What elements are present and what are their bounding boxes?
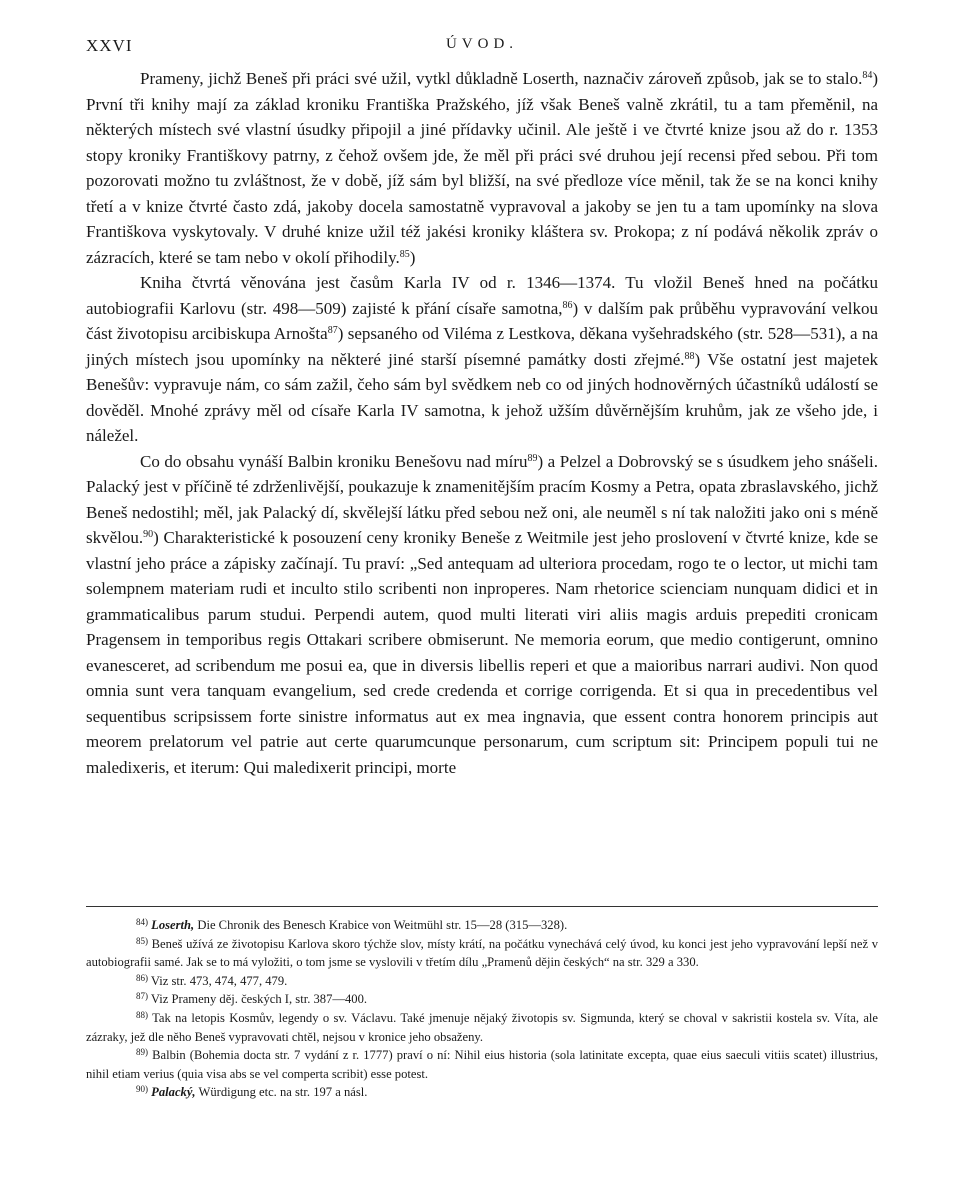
paragraph-text: ) — [409, 247, 416, 267]
page-number: XXVI — [86, 36, 133, 55]
paragraph — [86, 270, 878, 449]
footnote-text: Beneš užívá ze životopisu Karlova skoro týchže slov, místy krátí, na počátku vynechává celý úvod, ku konci jest jeho vypravování lepší než v autobiografii samé. Jak se to má vyložiti, o tom jsme se vyslovili v třetím dílu „Pramenů dějin českých“ na str. 329 a 330. — [86, 936, 878, 970]
paragraph-text: Kniha čtvrtá věnována jest časům Karla IV od r. 1346—1374. Tu vložil Beneš hned na počátku autobiografii Karlovu (str. 498—509) zajisté k přání císaře samotna, — [86, 273, 878, 318]
footnote-mark: 87 — [136, 991, 145, 1002]
footnote-ref[interactable]: 88 — [684, 350, 695, 362]
paragraph-text: ) Vše ostatní jest majetek Benešův: vypravuje nám, co sám zažil, čeho sám byl svědkem neb co od jiných hodnověrných účastníků událostí se dověděl. Mnohé zprávy měl od císaře Karla IV samotna, k jehož užším důvěrnějším kruhům, jak ze všeho jde, i náležel. — [86, 349, 878, 445]
footnote-text: Tak na letopis Kosmův, legendy o sv. Václavu. Také jmenuje nějaký životopis sv. Sigmunda, který se choval v sakristii kostela sv. Víta, ale zázraky, jež dle něho Beneš vypravovati chtěl, nejsou v kronice jeho obsaženy. — [86, 1010, 878, 1044]
paragraph — [86, 66, 878, 270]
footnote-text: Viz str. 473, 474, 477, 479. — [148, 973, 288, 988]
footnote: $^{88)}$ Tak na letopis Kosmův, legendy o sv. Václavu. Také jmenuje nějaký životopis sv. Sigmunda, který se choval v sakristii kostela sv. Víta, ale zázraky, jež dle něho Beneš vypravovati chtěl, nejsou v kronice jeho obsaženy. — [86, 1009, 878, 1044]
footnote-text: Viz Prameny děj. českých I, str. 387—400. — [148, 992, 368, 1007]
paragraph — [86, 449, 878, 781]
footnote-text: Die Chronik des Benesch Krabice von Weitmühl str. 15—28 (315—328). — [194, 918, 568, 932]
footnote-author: Palacký, — [151, 1085, 196, 1100]
footnote-ref[interactable]: 84 — [862, 70, 873, 81]
footnote-divider — [86, 906, 878, 907]
paragraph-text: ) sepsaného od Viléma z Lestkova, děkana vyšehradského (str. 528—531), a na jiných místech jsou upomínky na některé jiné starší písemné památky dosti zřejmé. — [86, 324, 878, 369]
body-text — [86, 66, 878, 780]
footnote-ref[interactable]: 90 — [143, 529, 154, 540]
footnote-ref[interactable]: 85 — [399, 248, 410, 260]
footnote-author: Loserth, — [151, 918, 195, 932]
footnote: $^{85)}$ Beneš užívá ze životopisu Karlova skoro týchže slov, místy krátí, na počátku vynechává celý úvod, ku konci jest jeho vypravování lepší než v autobiografii samé. Jak se to má vyložiti, o tom jsme se vyslovili v třetím dílu „Pramenů dějin českých“ na str. 329 a 330. — [86, 935, 878, 970]
paragraph-text: Prameny, jichž Beneš při práci své užil, vytkl důkladně Loserth, naznačiv zároveň způsob, jak se to stalo. — [140, 69, 863, 88]
footnote: $^{86)}$ Viz str. 473, 474, 477, 479. — [136, 972, 288, 988]
footnote-ref[interactable]: 87 — [327, 325, 338, 336]
footnote-mark: 84 — [136, 917, 145, 927]
footnote-text: Balbin (Bohemia docta str. 7 vydání z r. 1777) praví o ní: Nihil eius historia (sola latinitate excepta, quae eius saeculi vitiis scatet) illustrius, nihil etiam verius (quia visa abs se vel comperta scribit) esse potest. — [86, 1048, 878, 1081]
running-head: ÚVOD. — [445, 36, 519, 52]
paragraph-text: ) Charakteristické k posouzení ceny kroniky Beneše z Weitmile jest jeho proslovení v čtvrté knize, kde se vlastní jeho práce a zápisky začínají. Tu praví: „Sed antequam ad ulteriora procedam, rogo te o lector, ut michi tam solempnem materiam rudi et inculto stilo scribenti non inproperes. Nam rhetorice scienciam nunquam didici et in grammaticalibus parum studui. Perpendi autem, quod multi literati viri aliis magis arduis prepediti cronicam Pragensem in temporibus regis Ottakari scribere obmiserunt. Ne memoria eorum, que medio contigerunt, omnino evanesceret, ad scribendum me posui ea, que in diversis libellis reperi et que a maioribus narrari audivi. Non quod omnia sunt vera tanquam evangelium, sed crede credenda et corrige corrigenda. Et si qua in precedentibus vel sequentibus scripsissem forte sinistre informatus aut ex mea ingnavia, que essent contra honorem principis aut meorem prelatorum vel patrie aut certe quarumcunque personarum, cum scriptum sit: Principem populi tui ne maledixeris, et iterum: Qui maledixerit principi, morte — [86, 528, 878, 777]
footnote-ref[interactable]: 86 — [562, 299, 573, 311]
footnote-ref[interactable]: 89 — [527, 452, 538, 464]
footnote: $^{89)}$ Balbin (Bohemia docta str. 7 vydání z r. 1777) praví o ní: Nihil eius historia (sola latinitate excepta, quae eius saeculi vitiis scatet) illustrius, nihil etiam verius (quia visa abs se vel comperta scribit) esse potest. — [86, 1047, 878, 1081]
paragraph-text: ) První tři knihy mají za základ kroniku Františka Pražského, jíž však Beneš valně zkrátil, tu a tam přeměnil, na některých místech své vlastní úsudky připojil a jiné přídavky učinil. Ale ještě i ve čtvrté knize jsou až do r. 1353 stopy kroniky Františkovy patrny, z čehož ovšem jde, že měl při práci své druhou její recensi před sebou. Při tom pozorovati možno tu zvláštnost, že v době, jíž sám byl bližší, na své předloze více měnil, tak že se na konci knihy třetí a v knize čtvrté často zdá, jakoby docela samostatně vypravoval a jakoby se jen tu a tam upomínky na slova Františkova vyskytovaly. V druhé knize užil též jakési kroniky kláštera sv. Prokopa; z ní podává několik zpráv o zázracích, které se tam nebo v okolí přihodily. — [86, 69, 878, 267]
paragraph-text: Co do obsahu vynáší Balbin kroniku Benešovu nad míru — [140, 451, 528, 471]
footnote-text: Würdigung etc. na str. 197 a násl. — [195, 1085, 368, 1100]
footnote: $^{90)}$ Palacký, Würdigung etc. na str. 197 a násl. — [136, 1084, 368, 1100]
footnotes — [86, 916, 878, 1102]
page-header — [86, 36, 878, 60]
paragraph-text: ) a Pelzel a Dobrovský se s úsudkem jeho snášeli. Palacký jest v příčině té zdrženlivější, poukazuje k znamenitějším pracím Kosmy a Petra, opata zbraslavského, jichž Beneš nedostihl; měl, jak Palacký dí, skvělejší látku před sebou než oni, ale neuměl s ní tak naložiti jako oni s méně skvělou. — [86, 451, 878, 547]
footnote-mark: 90 — [136, 1084, 145, 1095]
footnote: $^{87)}$ Viz Prameny děj. českých I, str. 387—400. — [136, 991, 368, 1007]
footnote-mark: 89 — [136, 1047, 145, 1058]
footnote-mark: 88 — [136, 1009, 145, 1020]
footnote: $^{84)}$ Loserth, Die Chronik des Benesch Krabice von Weitmühl str. 15—28 (315—328). — [136, 917, 568, 932]
footnote-mark: 86 — [136, 972, 145, 983]
footnote-mark: 85 — [136, 935, 145, 946]
paragraph-text: ) v dalším pak průběhu vypravování velkou část životopisu arcibiskupa Arnošta — [86, 298, 878, 343]
